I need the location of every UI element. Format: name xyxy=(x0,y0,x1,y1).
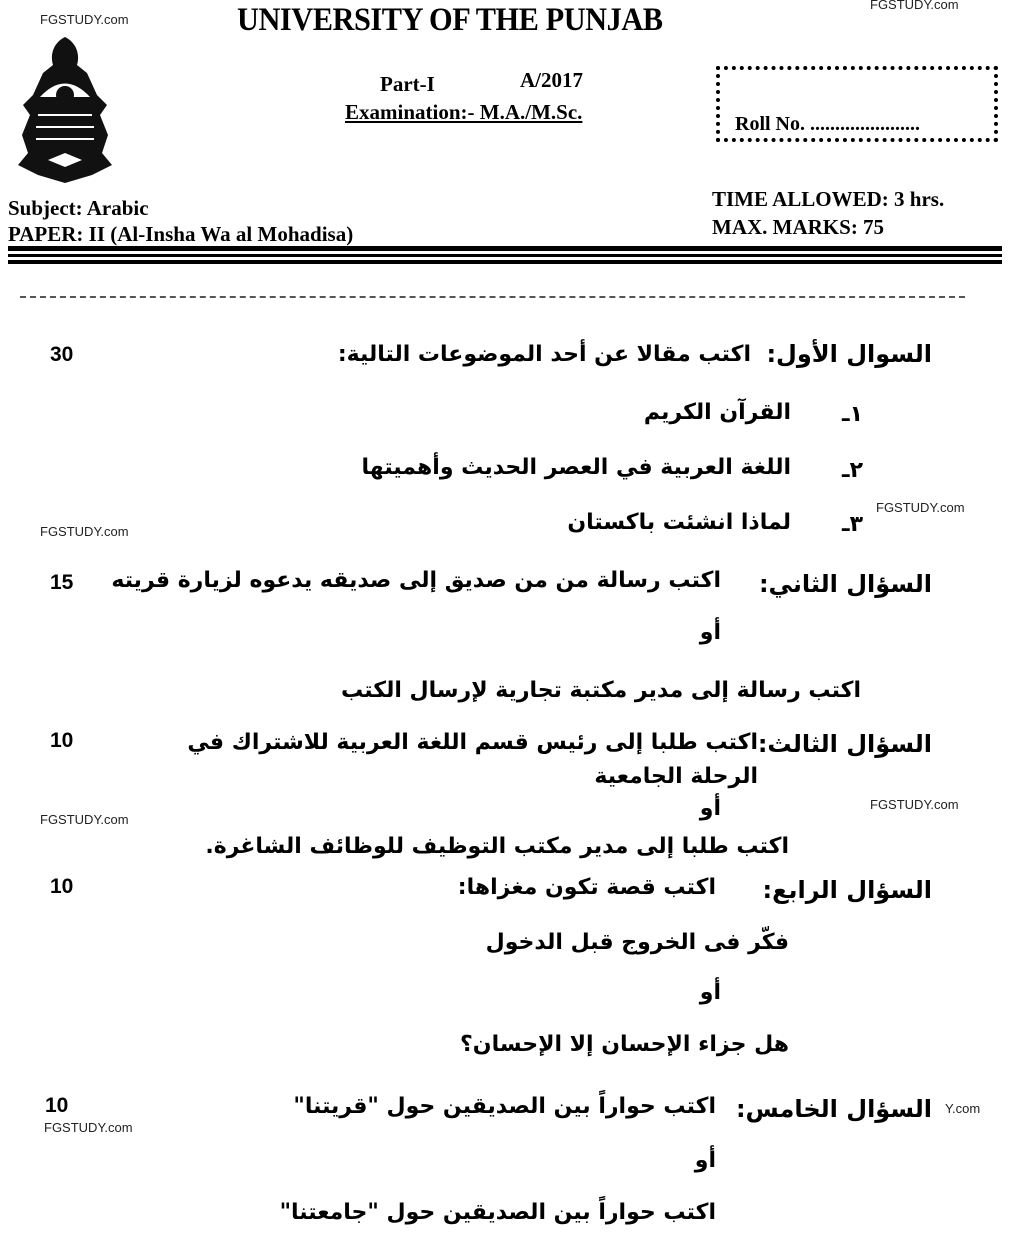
watermark: FGSTUDY.com xyxy=(876,500,965,515)
question-label: السؤال الثاني: xyxy=(758,570,932,598)
header-divider xyxy=(8,260,1002,264)
item-number: ١ـ xyxy=(842,402,863,427)
watermark: FGSTUDY.com xyxy=(870,797,959,812)
or-label: أو xyxy=(699,796,721,821)
question-marks: 15 xyxy=(50,571,74,594)
watermark: FGSTUDY.com xyxy=(40,524,129,539)
watermark: Y.com xyxy=(945,1101,981,1116)
question-text: اكتب مقالا عن أحد الموضوعات التالية: xyxy=(337,342,751,367)
question-label: السؤال الخامس: xyxy=(735,1095,932,1123)
paper-label: PAPER: II (Al-Insha Wa al Mohadisa) xyxy=(8,222,354,246)
question-label: السوال الأول: xyxy=(766,340,932,368)
question-text: اكتب رسالة من من صديق إلى صديقه يدعوه لزيارة قريته xyxy=(111,568,721,593)
or-label: أو xyxy=(699,620,721,645)
item-text: القرآن الكريم xyxy=(643,400,791,425)
or-label: أو xyxy=(694,1148,716,1173)
watermark: FGSTUDY.com xyxy=(40,12,129,27)
question-text: اكتب طلبا إلى رئيس قسم اللغة العربية للاشتراك في الرحلة الجامعية xyxy=(187,730,758,789)
dashed-divider xyxy=(20,296,965,298)
question-text: اكتب قصة تكون مغزاها: xyxy=(457,875,716,900)
subject-label: Subject: Arabic xyxy=(8,196,149,220)
alternative-text: اكتب حواراً بين الصديقين حول "جامعتنا" xyxy=(279,1200,716,1225)
session-label: A/2017 xyxy=(520,68,583,92)
header-divider xyxy=(8,246,1002,251)
item-number: ٢ـ xyxy=(842,458,863,483)
option-text: هل جزاء الإحسان إلا الإحسان؟ xyxy=(460,1032,789,1057)
university-crest-logo xyxy=(8,35,123,185)
question-marks: 10 xyxy=(45,1094,69,1117)
watermark: FGSTUDY.com xyxy=(40,812,129,827)
watermark: FGSTUDY.com xyxy=(870,0,959,12)
question-label: السؤال الثالث: xyxy=(757,730,932,758)
question-text: اكتب حواراً بين الصديقين حول "قريتنا" xyxy=(293,1094,716,1119)
item-number: ٣ـ xyxy=(842,512,863,537)
or-label: أو xyxy=(699,980,721,1005)
alternative-text: اكتب رسالة إلى مدير مكتبة تجارية لإرسال الكتب xyxy=(341,678,861,703)
examination-label: Examination:- M.A./M.Sc. xyxy=(345,100,583,124)
time-allowed: TIME ALLOWED: 3 hrs. xyxy=(712,187,945,211)
header-divider xyxy=(8,254,1002,257)
question-marks: 10 xyxy=(50,875,74,898)
option-text: فكّر فى الخروج قبل الدخول xyxy=(485,930,789,955)
university-title: UNIVERSITY OF THE PUNJAB xyxy=(237,2,663,38)
watermark: FGSTUDY.com xyxy=(44,1120,133,1135)
item-text: لماذا انشئت باكستان xyxy=(567,510,791,535)
roll-number-field[interactable]: Roll No. ...................... xyxy=(735,113,920,135)
max-marks: MAX. MARKS: 75 xyxy=(712,215,885,239)
item-text: اللغة العربية في العصر الحديث وأهميتها xyxy=(361,455,791,480)
part-label: Part-I xyxy=(380,72,435,96)
question-marks: 10 xyxy=(50,729,74,752)
question-marks: 30 xyxy=(50,343,74,366)
question-label: السؤال الرابع: xyxy=(762,876,932,904)
alternative-text: اكتب طلبا إلى مدير مكتب التوظيف للوظائف الشاغرة. xyxy=(205,834,789,859)
